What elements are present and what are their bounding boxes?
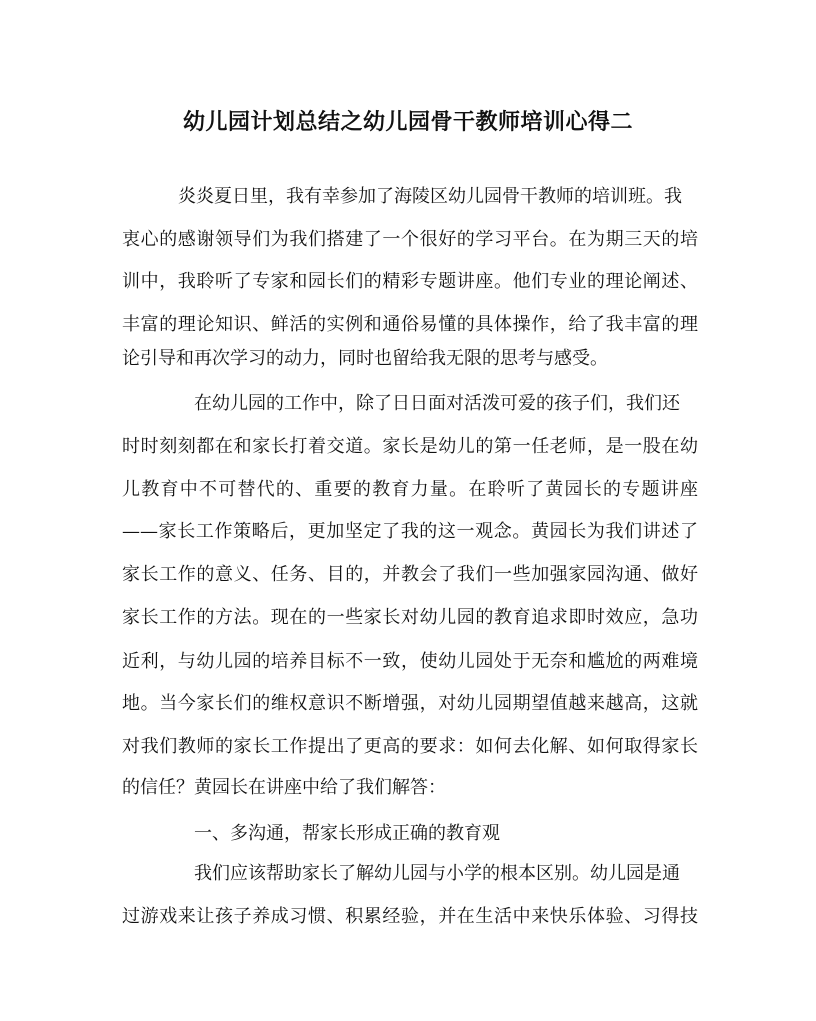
paragraph-2-line-2: 时时刻刻都在和家长打着交道。家长是幼儿的第一任老师，是一股在幼 [122,436,698,457]
paragraph-2-line-5: 家长工作的意义、任务、目的，并教会了我们一些加强家园沟通、做好 [122,564,698,585]
section-heading-1: 一、多沟通，帮家长形成正确的教育观 [194,823,500,844]
paragraph-2-line-10: 的信任？黄园长在讲座中给了我们解答： [122,777,446,798]
paragraph-2-line-7: 近利，与幼儿园的培养目标不一致，使幼儿园处于无奈和尴尬的两难境 [122,651,698,672]
paragraph-1-line-1: 炎炎夏日里，我有幸参加了海陵区幼儿园骨干教师的培训班。我 [178,186,682,207]
paragraph-1-line-4: 丰富的理论知识、鲜活的实例和通俗易懂的具体操作，给了我丰富的理 [122,314,698,335]
paragraph-1-line-2: 衷心的感谢领导们为我们搭建了一个很好的学习平台。在为期三天的培 [122,229,698,250]
paragraph-2-line-4: ——家长工作策略后，更加坚定了我的这一观念。黄园长为我们讲述了 [122,521,698,542]
paragraph-3-line-2: 过游戏来让孩子养成习惯、积累经验，并在生活中来快乐体验、习得技 [122,906,698,927]
paragraph-1-line-5: 论引导和再次学习的动力，同时也留给我无限的思考与感受。 [122,348,608,369]
paragraph-2-line-3: 儿教育中不可替代的、重要的教育力量。在聆听了黄园长的专题讲座 [122,479,698,500]
paragraph-2-line-9: 对我们教师的家长工作提出了更高的要求：如何去化解、如何取得家长 [122,736,698,757]
paragraph-2-line-1: 在幼儿园的工作中，除了日日面对活泼可爱的孩子们，我们还 [194,393,680,414]
paragraph-2-line-8: 地。当今家长们的维权意识不断增强，对幼儿园期望值越来越高，这就 [122,693,698,714]
paragraph-1-line-3: 训中，我聆听了专家和园长们的精彩专题讲座。他们专业的理论阐述、 [122,271,698,292]
paragraph-3-line-1: 我们应该帮助家长了解幼儿园与小学的根本区别。幼儿园是通 [194,863,680,884]
paragraph-2-line-6: 家长工作的方法。现在的一些家长对幼儿园的教育追求即时效应，急功 [122,607,698,628]
document-title: 幼儿园计划总结之幼儿园骨干教师培训心得二 [182,109,633,135]
